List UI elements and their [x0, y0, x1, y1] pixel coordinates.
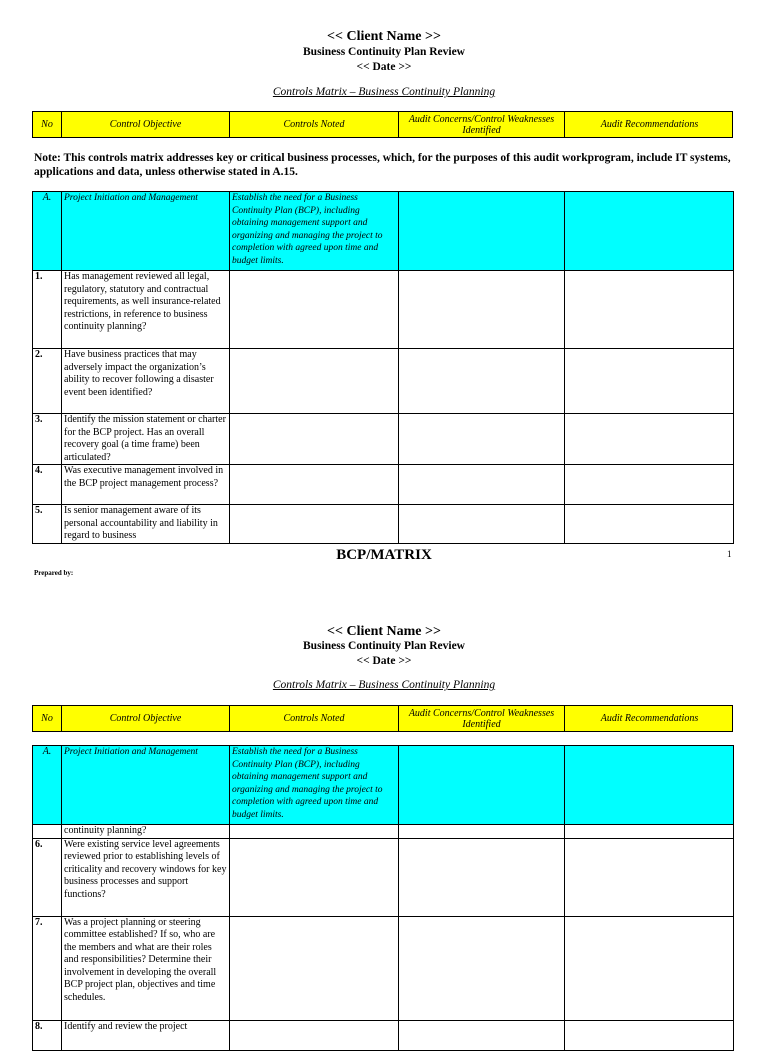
section-letter: A.: [33, 192, 62, 271]
row-number: 1.: [33, 271, 62, 349]
column-header-controls-noted: Controls Noted: [230, 112, 399, 137]
row-audit-recommendations: [565, 505, 734, 544]
row-audit-recommendations: [565, 414, 734, 465]
row-audit-recommendations: [565, 916, 734, 1020]
row-audit-concerns: [399, 825, 565, 839]
row-number: 4.: [33, 465, 62, 505]
row-controls-noted: [230, 825, 399, 839]
row-audit-concerns: [399, 505, 565, 544]
table-row: [33, 1020, 734, 1050]
row-controls-noted: [230, 349, 399, 414]
row-audit-recommendations: [565, 271, 734, 349]
section-title: Project Initiation and Management: [62, 192, 230, 271]
column-header-controls-noted: Controls Noted: [230, 706, 399, 731]
row-audit-recommendations: [565, 838, 734, 916]
controls-matrix-table: [32, 745, 734, 1051]
row-control-objective: Has management reviewed all legal, regulatory, statutory and contractual requirements, as well insurance-related restrictions, in reference to business continuity planning?: [62, 271, 230, 349]
table-row: [33, 465, 734, 505]
row-audit-concerns: [399, 465, 565, 505]
row-number: 8.: [33, 1020, 62, 1050]
table-row: [33, 838, 734, 916]
matrix-title: Controls Matrix – Business Continuity Planning: [272, 86, 496, 98]
row-controls-noted: [230, 505, 399, 544]
row-control-objective: Identify and review the project: [62, 1020, 230, 1050]
row-number: 7.: [33, 916, 62, 1020]
matrix-title: Controls Matrix – Business Continuity Planning: [272, 679, 496, 691]
section-row: [33, 746, 734, 825]
row-audit-concerns: [399, 414, 565, 465]
row-number: 6.: [33, 838, 62, 916]
row-number: 5.: [33, 505, 62, 544]
table-row: [33, 414, 734, 465]
client-name: << Client Name >>: [327, 624, 441, 639]
section-audit-concerns-cell: [399, 192, 565, 271]
row-control-objective: Identify the mission statement or charter for the BCP project. Has an overall recovery goal (a time frame) been articulated?: [62, 414, 230, 465]
page-number: 1: [727, 549, 732, 559]
section-row: [33, 192, 734, 271]
column-header-row: [32, 705, 733, 732]
row-controls-noted: [230, 414, 399, 465]
row-number: 2.: [33, 349, 62, 414]
table-row: [33, 505, 734, 544]
section-recommendations-cell: [565, 192, 734, 271]
column-header-control-objective: Control Objective: [62, 112, 230, 137]
table-row: [33, 916, 734, 1020]
document-subtitle: Business Continuity Plan Review: [303, 46, 465, 58]
page-2: [0, 590, 768, 1032]
row-audit-recommendations: [565, 465, 734, 505]
row-control-objective: Were existing service level agreements reviewed prior to establishing levels of criticality and recovery windows for key business processes and support functions?: [62, 838, 230, 916]
row-number: 3.: [33, 414, 62, 465]
section-letter: A.: [33, 746, 62, 825]
column-header-no: No: [33, 112, 62, 137]
column-header-no: No: [33, 706, 62, 731]
section-objective: Establish the need for a Business Continuity Plan (BCP), including obtaining management support and organizing and managing the project to completion with agreed upon time and budget limits.: [230, 192, 399, 271]
table-row: [33, 271, 734, 349]
row-control-objective: Is senior management aware of its personal accountability and liability in regard to business: [62, 505, 230, 544]
row-audit-recommendations: [565, 1020, 734, 1050]
row-controls-noted: [230, 916, 399, 1020]
row-controls-noted: [230, 838, 399, 916]
section-recommendations-cell: [565, 746, 734, 825]
row-audit-concerns: [399, 349, 565, 414]
controls-matrix-table: [32, 191, 734, 544]
matrix-note: Note: This controls matrix addresses key or critical business processes, which, for the purposes of this audit workprogram, include IT systems, applications and data, unless otherwise stated in A.15.: [34, 152, 731, 178]
column-header-audit-recommendations: Audit Recommendations: [600, 713, 699, 724]
document-subtitle: Business Continuity Plan Review: [303, 640, 465, 652]
prepared-by-label: Prepared by:: [34, 569, 74, 577]
row-control-objective: Was a project planning or steering committee established? If so, who are the members and what are their roles and responsibilities? Determine their involvement in developing the overall BCP project plan, objectives and time schedules.: [62, 916, 230, 1020]
section-objective: Establish the need for a Business Continuity Plan (BCP), including obtaining management support and organizing and managing the project to completion with agreed upon time and budget limits.: [230, 746, 399, 825]
row-control-objective: Was executive management involved in the BCP project management process?: [62, 465, 230, 505]
row-number: [33, 825, 62, 839]
column-header-audit-recommendations: Audit Recommendations: [600, 119, 699, 130]
section-title: Project Initiation and Management: [62, 746, 230, 825]
document-date: << Date >>: [356, 61, 412, 73]
table-row: [33, 825, 734, 839]
row-audit-concerns: [399, 838, 565, 916]
row-control-objective: continuity planning?: [62, 825, 230, 839]
row-audit-concerns: [399, 916, 565, 1020]
column-header-row: [32, 111, 733, 138]
column-header-audit-concerns: Audit Concerns/Control Weaknesses Identified: [399, 112, 565, 137]
section-audit-concerns-cell: [399, 746, 565, 825]
column-header-audit-concerns: Audit Concerns/Control Weaknesses Identified: [399, 706, 565, 731]
row-controls-noted: [230, 465, 399, 505]
row-controls-noted: [230, 1020, 399, 1050]
client-name: << Client Name >>: [327, 29, 441, 44]
document-date: << Date >>: [356, 655, 412, 667]
row-audit-recommendations: [565, 825, 734, 839]
row-controls-noted: [230, 271, 399, 349]
row-audit-recommendations: [565, 349, 734, 414]
row-audit-concerns: [399, 271, 565, 349]
footer-title: BCP/MATRIX: [336, 547, 432, 563]
column-header-control-objective: Control Objective: [62, 706, 230, 731]
row-audit-concerns: [399, 1020, 565, 1050]
table-row: [33, 349, 734, 414]
row-control-objective: Have business practices that may adversely impact the organization’s ability to recover following a disaster event been identified?: [62, 349, 230, 414]
